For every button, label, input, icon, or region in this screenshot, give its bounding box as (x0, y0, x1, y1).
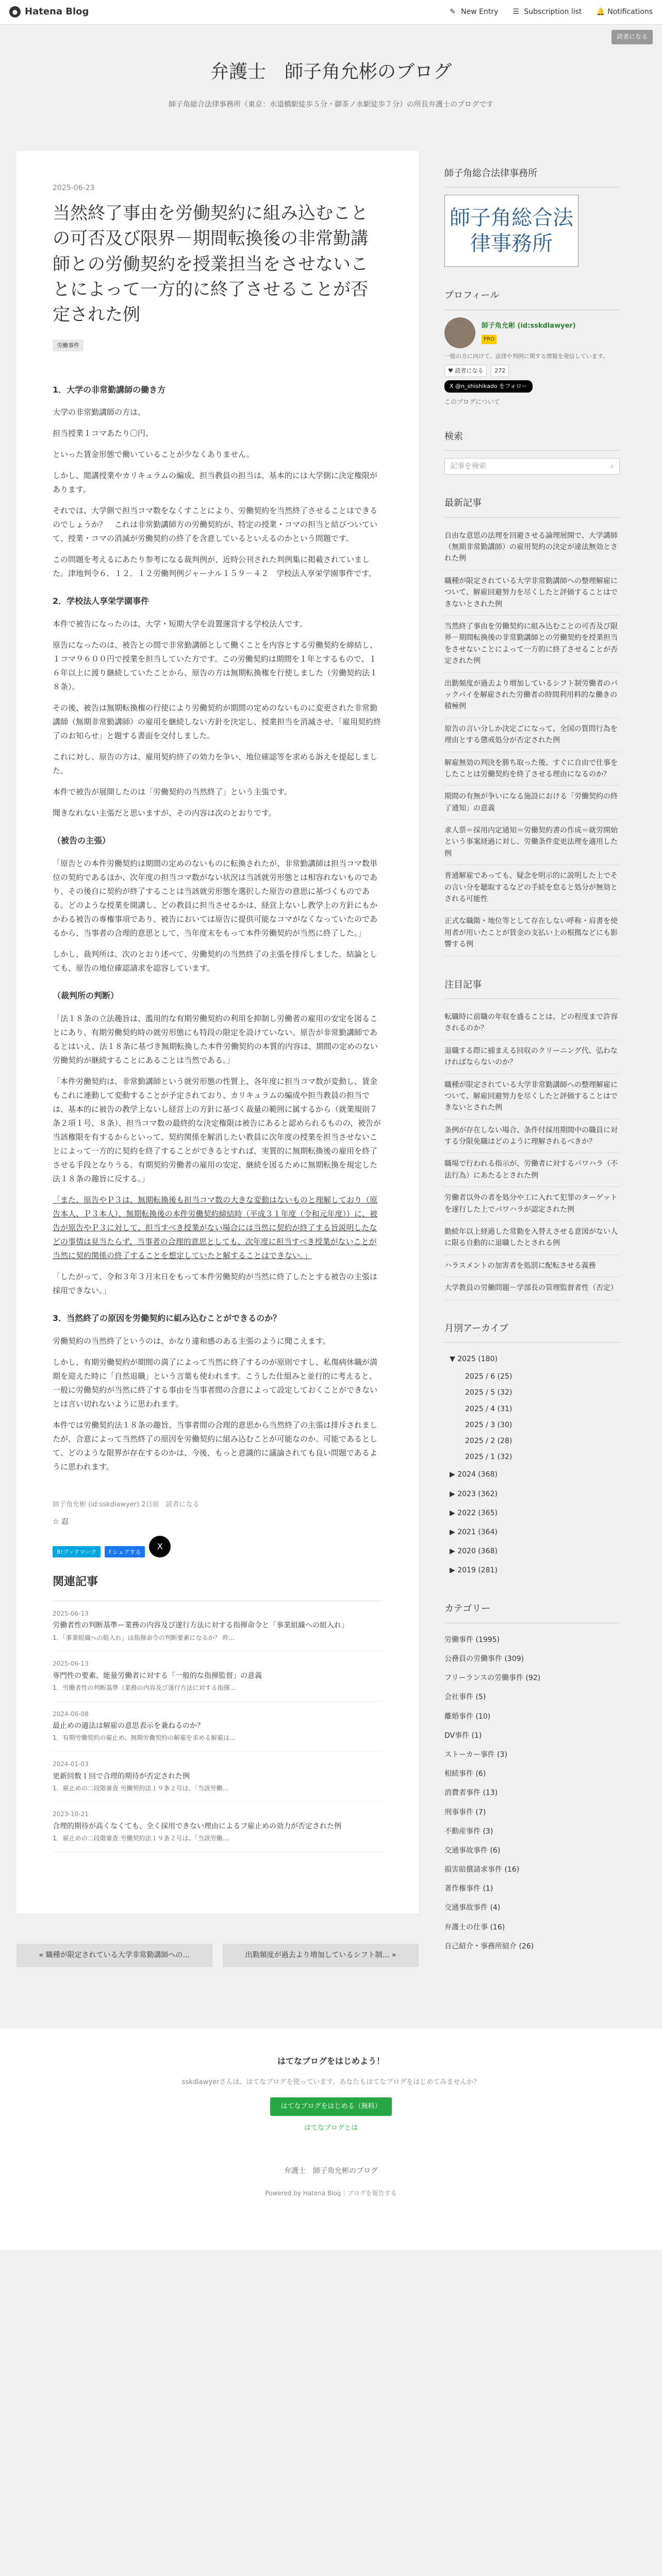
blog-title[interactable]: 弁護士 師子角允彬のブログ (210, 61, 452, 82)
related-excerpt: 1．有期労働契約の雇止め、無期労働契約の解雇を求める解雇は… (53, 1734, 236, 1742)
footer-title: はてなブログをはじめよう！ (277, 2056, 385, 2066)
x-share-button[interactable]: X (149, 1536, 171, 1557)
entry-category[interactable]: 労働事件 (53, 340, 84, 352)
popular-entry-link[interactable]: 退職する際に捕まえる回収のクリーニング代、弘わなければならないのか？ (444, 1040, 620, 1074)
prev-entry-link[interactable]: « 職種が限定されている大学非常勤講師への… (16, 1944, 212, 1967)
category-link[interactable]: 消費者事件 (13) (444, 1789, 498, 1798)
popular-entry-link[interactable]: ハラスメントの加害者を処罰に配転させる義務 (444, 1255, 620, 1277)
next-entry-link[interactable]: 出勤頻度が過去より増加しているシフト制… » (223, 1944, 419, 1967)
paragraph: それでは、大学側で担当コマ数をなくすことにより、労働契約を当然終了させることはできるのでしょうか？ これは非常勤講師方の労働契約が、特定の授業・コマの担当と結びついていて、授業・コマの消滅が労働契約の終了を含意しているといえるのかという問題です。 (53, 506, 378, 544)
paragraph: これに対し、原告の方は、雇用契約終了の効力を争い、地位確認等を求める訴えを提起しました。 (53, 752, 378, 776)
paragraph: しかし、有期労働契約が期間の満了によって当然に終了するのが原則ですし、私傷病休職が満期を迎えた時に「自然退職」という言葉も使われます。こうした仕組みと並行的に考えると、一般に労働契約が当然に終了する事由を当事者間の合意によって設定しておくことができないとは言い切れないように思われます。 (53, 1357, 378, 1409)
category-link[interactable]: 交通事故事件 (6) (444, 1846, 501, 1855)
subscribe-button[interactable]: 読者になる (611, 30, 653, 44)
related-excerpt: 1．「事業組織への組入れ」は指揮命令の判断要素になるか？ 昨… (53, 1634, 235, 1641)
readers-row (444, 365, 620, 377)
category-link[interactable]: 離婚事件 (10) (444, 1712, 491, 1721)
category-link[interactable]: 会社事件 (5) (444, 1693, 486, 1702)
related-date: 2024-01-03 (53, 1760, 89, 1768)
paragraph: 聞きなれない主張だと思いますが、その内容は次のとおりです。 (53, 808, 276, 818)
archive-year[interactable]: ▶ 2021 (364) (450, 1528, 498, 1536)
paragraph: 本件で被告が展開したのは「労働契約の当然終了」という主張です。 (53, 787, 292, 797)
related-excerpt: 1．雇止めの二段階審査 労働契約法１９条２号は、「当該労働… (53, 1784, 229, 1792)
popular-module (444, 977, 620, 1300)
profile-module (444, 287, 620, 408)
sub-heading: （裁判所の判断） (53, 991, 119, 1001)
about-hatena-link[interactable]: はてなブログとは (304, 2124, 358, 2132)
avatar[interactable] (444, 317, 475, 348)
pencil-icon: ✎ (450, 7, 456, 16)
related-date: 2023-10-21 (53, 1810, 89, 1818)
related-item[interactable] (53, 1601, 383, 1651)
related-link[interactable]: 労働者性の判断基準ー業務の内容及び遂行方法に対する指揮命令と「事業組織への組入れ」 (53, 1621, 349, 1630)
archive-month[interactable]: 2025 / 4 (31) (465, 1404, 512, 1413)
related-list (53, 1601, 383, 1852)
search-input[interactable] (444, 458, 620, 474)
archive-year[interactable]: ▶ 2019 (281) (450, 1566, 498, 1575)
profile-row (444, 317, 620, 348)
blog-header (0, 25, 662, 151)
category-link[interactable]: DV事件 (1) (444, 1731, 482, 1740)
sidebar (444, 151, 620, 1977)
search-placeholder: 記事を検索 (450, 462, 486, 470)
logo-text: Hatena Blog (25, 6, 89, 18)
archive-year[interactable]: ▶ 2023 (362) (450, 1489, 498, 1498)
related-date: 2025-06-13 (53, 1660, 89, 1668)
powered-by[interactable]: Powered by Hatena Blog｜ブログを報告する (265, 2190, 397, 2197)
archive-module (444, 1320, 620, 1581)
section-heading: 1．大学の非常勤講師の働き方 (53, 384, 166, 395)
recent-entry-link[interactable]: 原告の言い分しか決定ごになって、全国の質問行為を理由とする懲戒処分が否定された例 (444, 718, 620, 752)
paragraph: 本件で被告になったのは、大学・短期大学を設置運営する学校法人です。 (53, 619, 307, 629)
sub-heading: （被告の主張） (53, 836, 111, 846)
related-link[interactable]: 専門性の要素、能量労働者に対する「一般的な指揮監督」の意義 (53, 1671, 262, 1680)
notifications-link[interactable]: 🔔 Notifications (596, 6, 653, 19)
paragraph: しかし、裁判所は、次のとおり述べて、労働契約の当然終了の主張を排斥しました。結論としても、原告の地位確認請求を認容しています。 (53, 950, 377, 973)
pager (16, 1944, 419, 1967)
popular-entry-link[interactable]: 職種が限定されている大学非常勤講師への整理解雇について、解雇回避努力を尽くしたと評価することはできないとされた例 (444, 1074, 620, 1120)
subscribe-sidebar-button[interactable]: ♥ 読者になる (444, 365, 487, 377)
category-link[interactable]: フリーランスの労働事件 (92) (444, 1674, 541, 1683)
pro-badge: PRO (482, 335, 496, 344)
recent-entry-link[interactable]: 解雇無効の判決を勝ち取った後、すぐに自由で仕事をしたことは労働契約を終了させる理由になるのか？ (444, 752, 620, 786)
category-module (444, 1601, 620, 1956)
related-link[interactable]: 合理的期待が高くなくても、全く採用できない理由によるフ雇止めの効力が否定された例 (53, 1822, 341, 1831)
paragraph: しかし、閲講授業やカリキュラムの編成、担当教員の担当は、基本的には大学側に決定権限があります。 (53, 471, 377, 495)
footer (0, 2028, 662, 2250)
related-date: 2025-06-13 (53, 1609, 89, 1617)
recent-module (444, 495, 620, 956)
readers-count: 272 (491, 365, 509, 377)
popular-entry-link[interactable]: 転職時に前職の年収を盛ることは、どの程度まで許容されるのか？ (444, 1006, 620, 1040)
category-link[interactable]: 著作権事件 (1) (444, 1885, 493, 1893)
recent-entry-link[interactable]: 職種が限定されている大学非常勤講師への整理解雇について、解雇回避努力を尽くしたと評価することはできないとされた例 (444, 570, 620, 616)
related-link[interactable]: 更新回数１回で合理的期待が否定された例 (53, 1772, 190, 1781)
entry-title[interactable]: 当然終了事由を労働契約に組み込むことの可否及び限界－期間転換後の非常勤講師との労働契約を授業担当をさせないことによって一方的に終了させることが否定された例 (53, 203, 368, 326)
quote: 「本件労働契約は、非常勤講師という就労形態の性質上、各年度に担当コマ数が変動し、賃金もこれに連動して変動することが予定されており、カリキュラムの編成や担当教員の担当では、基本的に被告の教学上ないし経営上の方針に基づく裁量の範囲に属するから（就業規則７条２項１号、８条）、担当コマ数の最終的な決定権限は被告にあると認められるものの、被告が当該権限を有するからといって、契約関係を解消したい教員に次年度の授業を担当させないことによって一方的に契約を終了することができるとすれば、実質的に無期転換後の雇用を終了させる手段となりうる。有期契約労働者の雇用の安定、継続を図るために無期転換を規定した法１８条の趣旨に反する。」 (53, 1076, 381, 1183)
recent-entry-link[interactable]: 自由な意思の法理を回避させる論理展開で、大学講師（無期非常勤講師）の雇用契約の決定が違法無効とされた例 (444, 525, 620, 570)
category-link[interactable]: 不動産事件 (3) (444, 1827, 493, 1836)
popular-entry-link[interactable]: 勤続年以上経過した常勤を入替えさせる意図がない人に限る自動的に退職したとされる例 (444, 1221, 620, 1255)
category-link[interactable]: ストーカー事件 (3) (444, 1750, 508, 1759)
share-buttons (53, 1536, 383, 1557)
archive-year[interactable]: ▶ 2020 (368) (450, 1547, 498, 1556)
office-logo[interactable]: 師子角総合法律事務所 (444, 195, 578, 267)
start-blog-button[interactable]: はてなブログをはじめる（無料） (270, 2097, 391, 2115)
office-title: 師子角総合法律事務所 (444, 165, 620, 188)
hatena-logo-icon: ● (9, 6, 21, 18)
related-item[interactable] (53, 1752, 383, 1802)
recent-entry-link[interactable]: 正式な職階・地位等として存在しない呼称・肩書を使用者が用いたことが賃金の支払い上の根拠などにも影響する例 (444, 910, 620, 956)
category-link[interactable]: 交通事故事件 (4) (444, 1904, 501, 1912)
related-excerpt: 1．雇止めの二段階審査 労働契約法１９条２号は、「当該労働… (53, 1835, 229, 1842)
list-icon: ☰ (512, 7, 519, 16)
quote-underlined: 「また、原告やＰ３は、無期転換後も担当コマ数の大きな変動はないものと理解しており（原告本人、Ｐ３本人）、無期転換後の本件労働契約締結時（平成３１年度（令和元年度））に、被告が原告やＰ３に対して、担当すべき授業がない場合には当然に契約が終了する旨説明したなどの事情は見当たらず、当事者の合理的意思としても、次年度に担当すべき授業がないことが当然に契約関係の終了することを想定していたと解することはできない。」 (53, 1195, 378, 1260)
paragraph: この問題を考えるにあたり参考になる裁判例が、近時公刊された判例集に掲載されていました。津地判令６．１２．１２労働判例ジャーナル１５９－４２ 学校法人享栄学園事件です。 (53, 555, 376, 579)
new-entry-link[interactable]: ✎ New Entry (450, 6, 498, 19)
entry-date[interactable]: 2025-06-23 (53, 184, 95, 192)
related-excerpt: 1．労働者性の判断基準（業務の内容及び遂行方法に対する指揮… (53, 1684, 236, 1691)
quote: 「法１８条の立法趣旨は、濫用的な有期労働契約の利用を抑制し労働者の雇用の安定を図ることにあり、有期労働契約時の就労形態にも特段の限定を設けていない。原告が非常勤講師であるとはいえ、法１８条に基づき無期転換した本件労働契約の本質的内容は、期間の定めのない労働契約が継続することにあることは当然である。」 (53, 1013, 378, 1065)
category-link[interactable]: 労働事件 (1995) (444, 1635, 500, 1644)
archive-month[interactable]: 2025 / 3 (30) (465, 1420, 512, 1429)
related-item[interactable] (53, 1802, 383, 1852)
archive-month[interactable]: 2025 / 5 (32) (465, 1388, 512, 1397)
archive-year[interactable]: ▶ 2022 (365) (450, 1509, 498, 1517)
section-heading: 3．当然終了の原因を労働契約に組み込むことができるのか？ (53, 1313, 282, 1323)
hatena-bookmark-button[interactable]: B!ブックマーク (53, 1546, 101, 1557)
subscription-list-link[interactable]: ☰ Subscription list (512, 6, 582, 19)
profile-text: 一般の方に向けて、法律や判例に関する情報を発信しています。 (444, 352, 608, 360)
related-item[interactable] (53, 1702, 383, 1752)
popular-entry-link[interactable]: 条例が存在しない場合、条件付採用期間中の職員に対する分限免職はどのように理解されるべきか？ (444, 1120, 620, 1154)
archive-year[interactable]: ▼ 2025 (180) (450, 1355, 498, 1363)
recent-entry-link[interactable]: 期間の有無が争いになる施設における「労働契約の終了通知」の意義 (444, 786, 620, 820)
archive-title: 月別アーカイブ (444, 1320, 620, 1343)
top-bar (0, 0, 662, 25)
star-button[interactable]: ☆ 忍 (53, 1518, 69, 1527)
hatena-logo[interactable] (9, 4, 89, 20)
related-title: 関連記事 (53, 1575, 98, 1589)
search-module (444, 429, 620, 474)
paragraph: 大学の非常勤講師の方は、 (53, 408, 146, 417)
archive-month[interactable]: 2025 / 6 (25) (465, 1372, 512, 1381)
content-wrapper (16, 151, 646, 1977)
entry-author-line[interactable]: 師子角允彬 (id:sskdlawyer) 2日前 読者になる (53, 1500, 200, 1509)
category-link[interactable]: 自己紹介・事務所紹介 (26) (444, 1942, 534, 1951)
profile-title: プロフィール (444, 287, 620, 310)
popular-entry-link[interactable]: 大学教員の労働問題－学部長の管理監督者性（否定） (444, 1277, 620, 1299)
recent-entry-link[interactable]: 出勤頻度が過去より増加しているシフト制労働者のパックパイを解雇された労働者の時間利用料的な働きの積極例 (444, 673, 620, 718)
recent-entry-link[interactable]: 求人票＝採用内定通知＝労働契約書の作成＝就労開始という事案経過に対し、労働条件変更法理を適用した例 (444, 820, 620, 865)
archive-month[interactable]: 2025 / 1 (32) (465, 1453, 512, 1462)
paragraph: 本件では労働契約法１８条の趣旨、当事者間の合理的意思から当然終了の主張は排斥されましたが、合意によって当然終了の原因を労働契約に組み込むことが可能なのか、可能であるとして、どのような限界が存在するのかは、今後、もっと意識的に議論されても良い問題であるように思われます。 (53, 1420, 378, 1471)
related-link[interactable]: 最止めの適法は解雇の意思表示を兼ねるのか？ (53, 1722, 204, 1731)
about-link[interactable]: このブログについて (444, 398, 500, 406)
category-link[interactable]: 相続事件 (6) (444, 1770, 486, 1778)
main-column (16, 151, 419, 1977)
bell-icon: 🔔 (596, 7, 605, 16)
recent-title: 最新記事 (444, 495, 620, 517)
category-link[interactable]: 損害賠償請求事件 (16) (444, 1866, 520, 1874)
paragraph: といった賃金形態で働いていることが少なくありません。 (53, 450, 254, 460)
category-link[interactable]: 弁護士の仕事 (16) (444, 1923, 505, 1931)
recent-entry-link[interactable]: 当然終了事由を労働契約に組み込むことの可否及び限界－期間転換後の非常勤講師との労働契約を授業担当をさせないことによって一方的に終了させることが否定された例 (444, 616, 620, 673)
entry-card (16, 151, 419, 1913)
blog-description: 師子角総合法律事務所（東京：水道橋駅徒歩５分・御茶ノ水駅徒歩７分）の所長弁護士のブログです (169, 100, 493, 109)
category-link[interactable]: 公務員の労働事件 (309) (444, 1655, 524, 1664)
popular-title: 注目記事 (444, 977, 620, 999)
facebook-share-button[interactable]: f シェアする (105, 1546, 145, 1557)
entry-body (53, 383, 383, 1474)
popular-entry-link[interactable]: 労働者以外の者を処分や工に入れて犯罪のターゲットを遂行した上でパワハラが認定された例 (444, 1187, 620, 1221)
section-heading: 2．学校法人享栄学園事件 (53, 596, 150, 606)
category-link[interactable]: 刑事事件 (7) (444, 1808, 486, 1817)
related-item[interactable] (53, 1651, 383, 1701)
office-module (444, 165, 620, 267)
related-date: 2024-06-08 (53, 1710, 89, 1718)
search-icon[interactable]: ⌕ (610, 462, 614, 470)
category-title: カテゴリー (444, 1601, 620, 1623)
profile-name[interactable]: 師子角允彬 (id:sskdlawyer) (482, 322, 576, 330)
archive-month[interactable]: 2025 / 2 (28) (465, 1436, 512, 1445)
footer-blog-name[interactable]: 弁護士 師子角允彬のブログ (284, 2166, 378, 2175)
paragraph: 担当授業１コマあたり〇円、 (53, 429, 154, 438)
top-nav (450, 6, 653, 19)
recent-entry-link[interactable]: 普通解雇であっても、疑念を明示的に説明した上でその言い分を聴取するなどの手続を怠ると処分が無効とされる可能性 (444, 865, 620, 910)
paragraph: その後、被告は無期転換権の行使により労働契約が期間の定めのないものに変更された非常勤講師（無期非常勤講師）の雇用を継続しない方針を決定し、授業担当を消滅させ、「雇用契約終了のお知らせ」と題する書面を交付しました。 (53, 703, 382, 741)
archive-year[interactable]: ▶ 2024 (368) (450, 1470, 498, 1479)
footer-text: sskdlawyerさんは、はてなブログを使っています。あなたもはてなブログをはじめてみませんか？ (181, 2078, 481, 2086)
paragraph: 労働契約の当然終了というのは、かなり違和感のある主張のように聞こえます。 (53, 1336, 330, 1346)
paragraph: 原告になったのは、被告との間で非常勤講師として働くことを内容とする労働契約を締結し、１コマ９６００円で授業を担当していた方です。この労働契約は期間を１年とするもので、１６年以上に渡り継続していたことから、原告の方は無期転換権を行使しました（労働契約法１８条）。 (53, 640, 378, 692)
quote: 「したがって、令和３年３月末日をもって本件労働契約が当然に終了したとする被告の主張は採用できない。」 (53, 1272, 377, 1295)
quote: 「原告との本件労働契約は期間の定めのないものに転換されたが、非常勤講師は担当コマ数単位の契約であるほか、次年度の担当コマ数がない状況は当該就労形態とは相容れないものであり、その後自に契約が終了することは当該就労形態を選択した原告の意思に基づくものである。どのような授業を開講し、どの教員に担当させるかは、経営上ないし教学上の方針にもかかわる被告の専権事項であり、被告においては原告に提供可能なコマがなくなっていたのであるから、当事者の合理的意思として、当年度末をもって本件労働契約が当然に終了した。」 (53, 859, 378, 938)
x-follow-button[interactable]: X @n_shishikado をフォロー (444, 380, 533, 393)
popular-entry-link[interactable]: 職場で行われる指示が、労働者に対するパワハラ（不法行為）にあたるとされた例 (444, 1153, 620, 1187)
search-title: 検索 (444, 429, 620, 451)
